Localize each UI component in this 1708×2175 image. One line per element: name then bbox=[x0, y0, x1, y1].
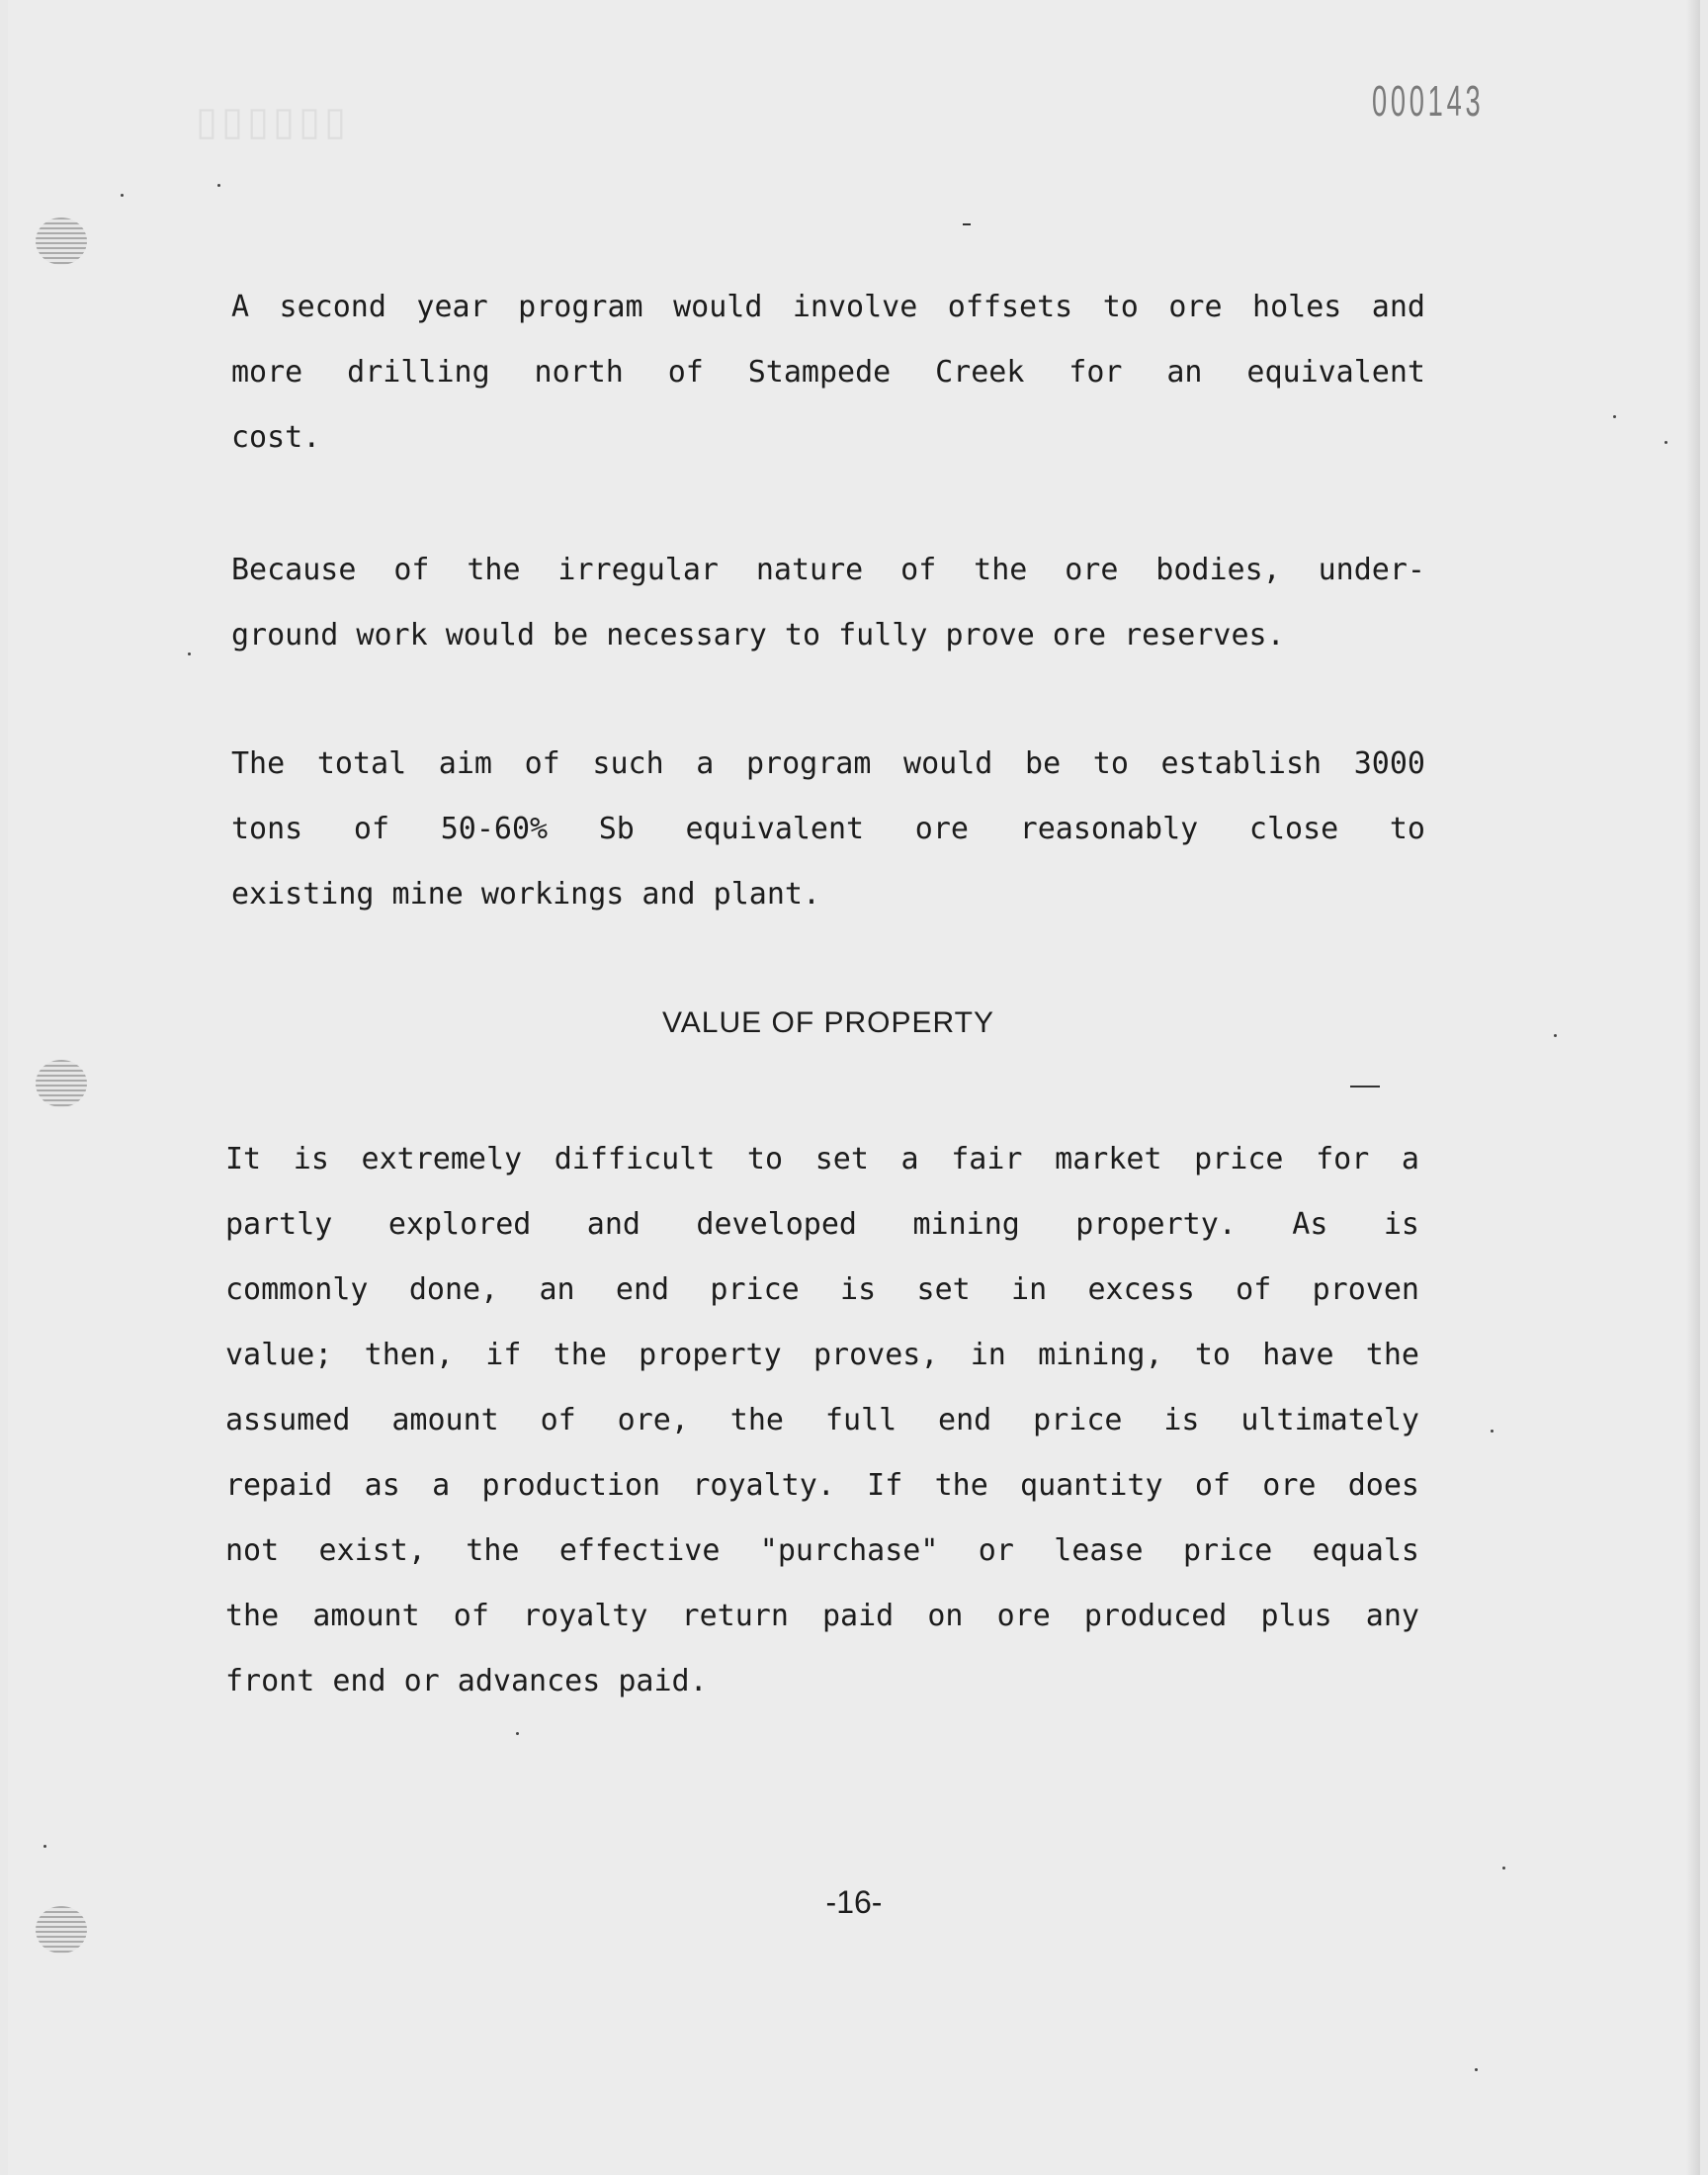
paragraph-line: tons of 50-60% Sb equivalent ore reasonably close to bbox=[231, 812, 1425, 846]
bleed-through-mark: ▯▯▯▯▯▯ bbox=[196, 100, 351, 143]
paragraph-line: assumed amount of ore, the full end price is ultimately bbox=[225, 1403, 1419, 1437]
scan-speck bbox=[516, 1732, 519, 1735]
paragraph-line: cost. bbox=[231, 420, 321, 455]
page-edge-shadow bbox=[1686, 0, 1700, 2175]
binder-hole-top bbox=[36, 218, 87, 265]
paragraph-line: value; then, if the property proves, in mining, to have the bbox=[225, 1338, 1419, 1372]
paragraph-line: A second year program would involve offsets to ore holes and bbox=[231, 290, 1425, 324]
scan-speck bbox=[121, 194, 124, 197]
paragraph-line: existing mine workings and plant. bbox=[231, 877, 821, 912]
binder-hole-middle bbox=[36, 1060, 87, 1107]
section-heading: VALUE OF PROPERTY bbox=[662, 1006, 994, 1039]
scan-speck bbox=[1613, 415, 1616, 418]
scan-speck bbox=[1554, 1034, 1557, 1037]
paragraph-underground-work bbox=[231, 538, 1425, 668]
paragraph-line: more drilling north of Stampede Creek for an equivalent bbox=[231, 355, 1425, 390]
paragraph-line: partly explored and developed mining property. As is bbox=[225, 1207, 1419, 1242]
scan-mark bbox=[1350, 1086, 1380, 1088]
scan-speck bbox=[1502, 1867, 1505, 1870]
paragraph-line: It is extremely difficult to set a fair market price for a bbox=[225, 1142, 1419, 1176]
paragraph-line: ground work would be necessary to fully prove ore reserves. bbox=[231, 618, 1285, 652]
paragraph-second-year-program bbox=[231, 275, 1425, 471]
scan-speck bbox=[43, 1845, 46, 1848]
document-number: 000143 bbox=[1372, 77, 1485, 126]
paragraph-line: The total aim of such a program would be to establish 3000 bbox=[231, 746, 1425, 781]
paragraph-line: repaid as a production royalty. If the quantity of ore does bbox=[225, 1468, 1419, 1503]
scan-speck bbox=[1475, 2068, 1478, 2071]
scan-speck bbox=[217, 184, 220, 187]
scan-speck bbox=[1491, 1430, 1494, 1433]
paragraph-line: commonly done, an end price is set in excess of proven bbox=[225, 1272, 1419, 1307]
paragraph-line: the amount of royalty return paid on ore produced plus any bbox=[225, 1599, 1419, 1633]
scan-speck bbox=[188, 652, 191, 655]
scan-mark bbox=[963, 223, 971, 225]
page-number: -16- bbox=[825, 1884, 883, 1920]
paragraph-line: Because of the irregular nature of the ore bodies, under- bbox=[231, 553, 1425, 587]
paragraph-value-of-property bbox=[225, 1127, 1419, 1714]
paragraph-line: not exist, the effective "purchase" or lease price equals bbox=[225, 1533, 1419, 1568]
paragraph-program-aim bbox=[231, 732, 1425, 927]
paragraph-line: front end or advances paid. bbox=[225, 1664, 708, 1698]
document-page bbox=[8, 0, 1700, 2175]
scan-speck bbox=[1665, 441, 1667, 444]
